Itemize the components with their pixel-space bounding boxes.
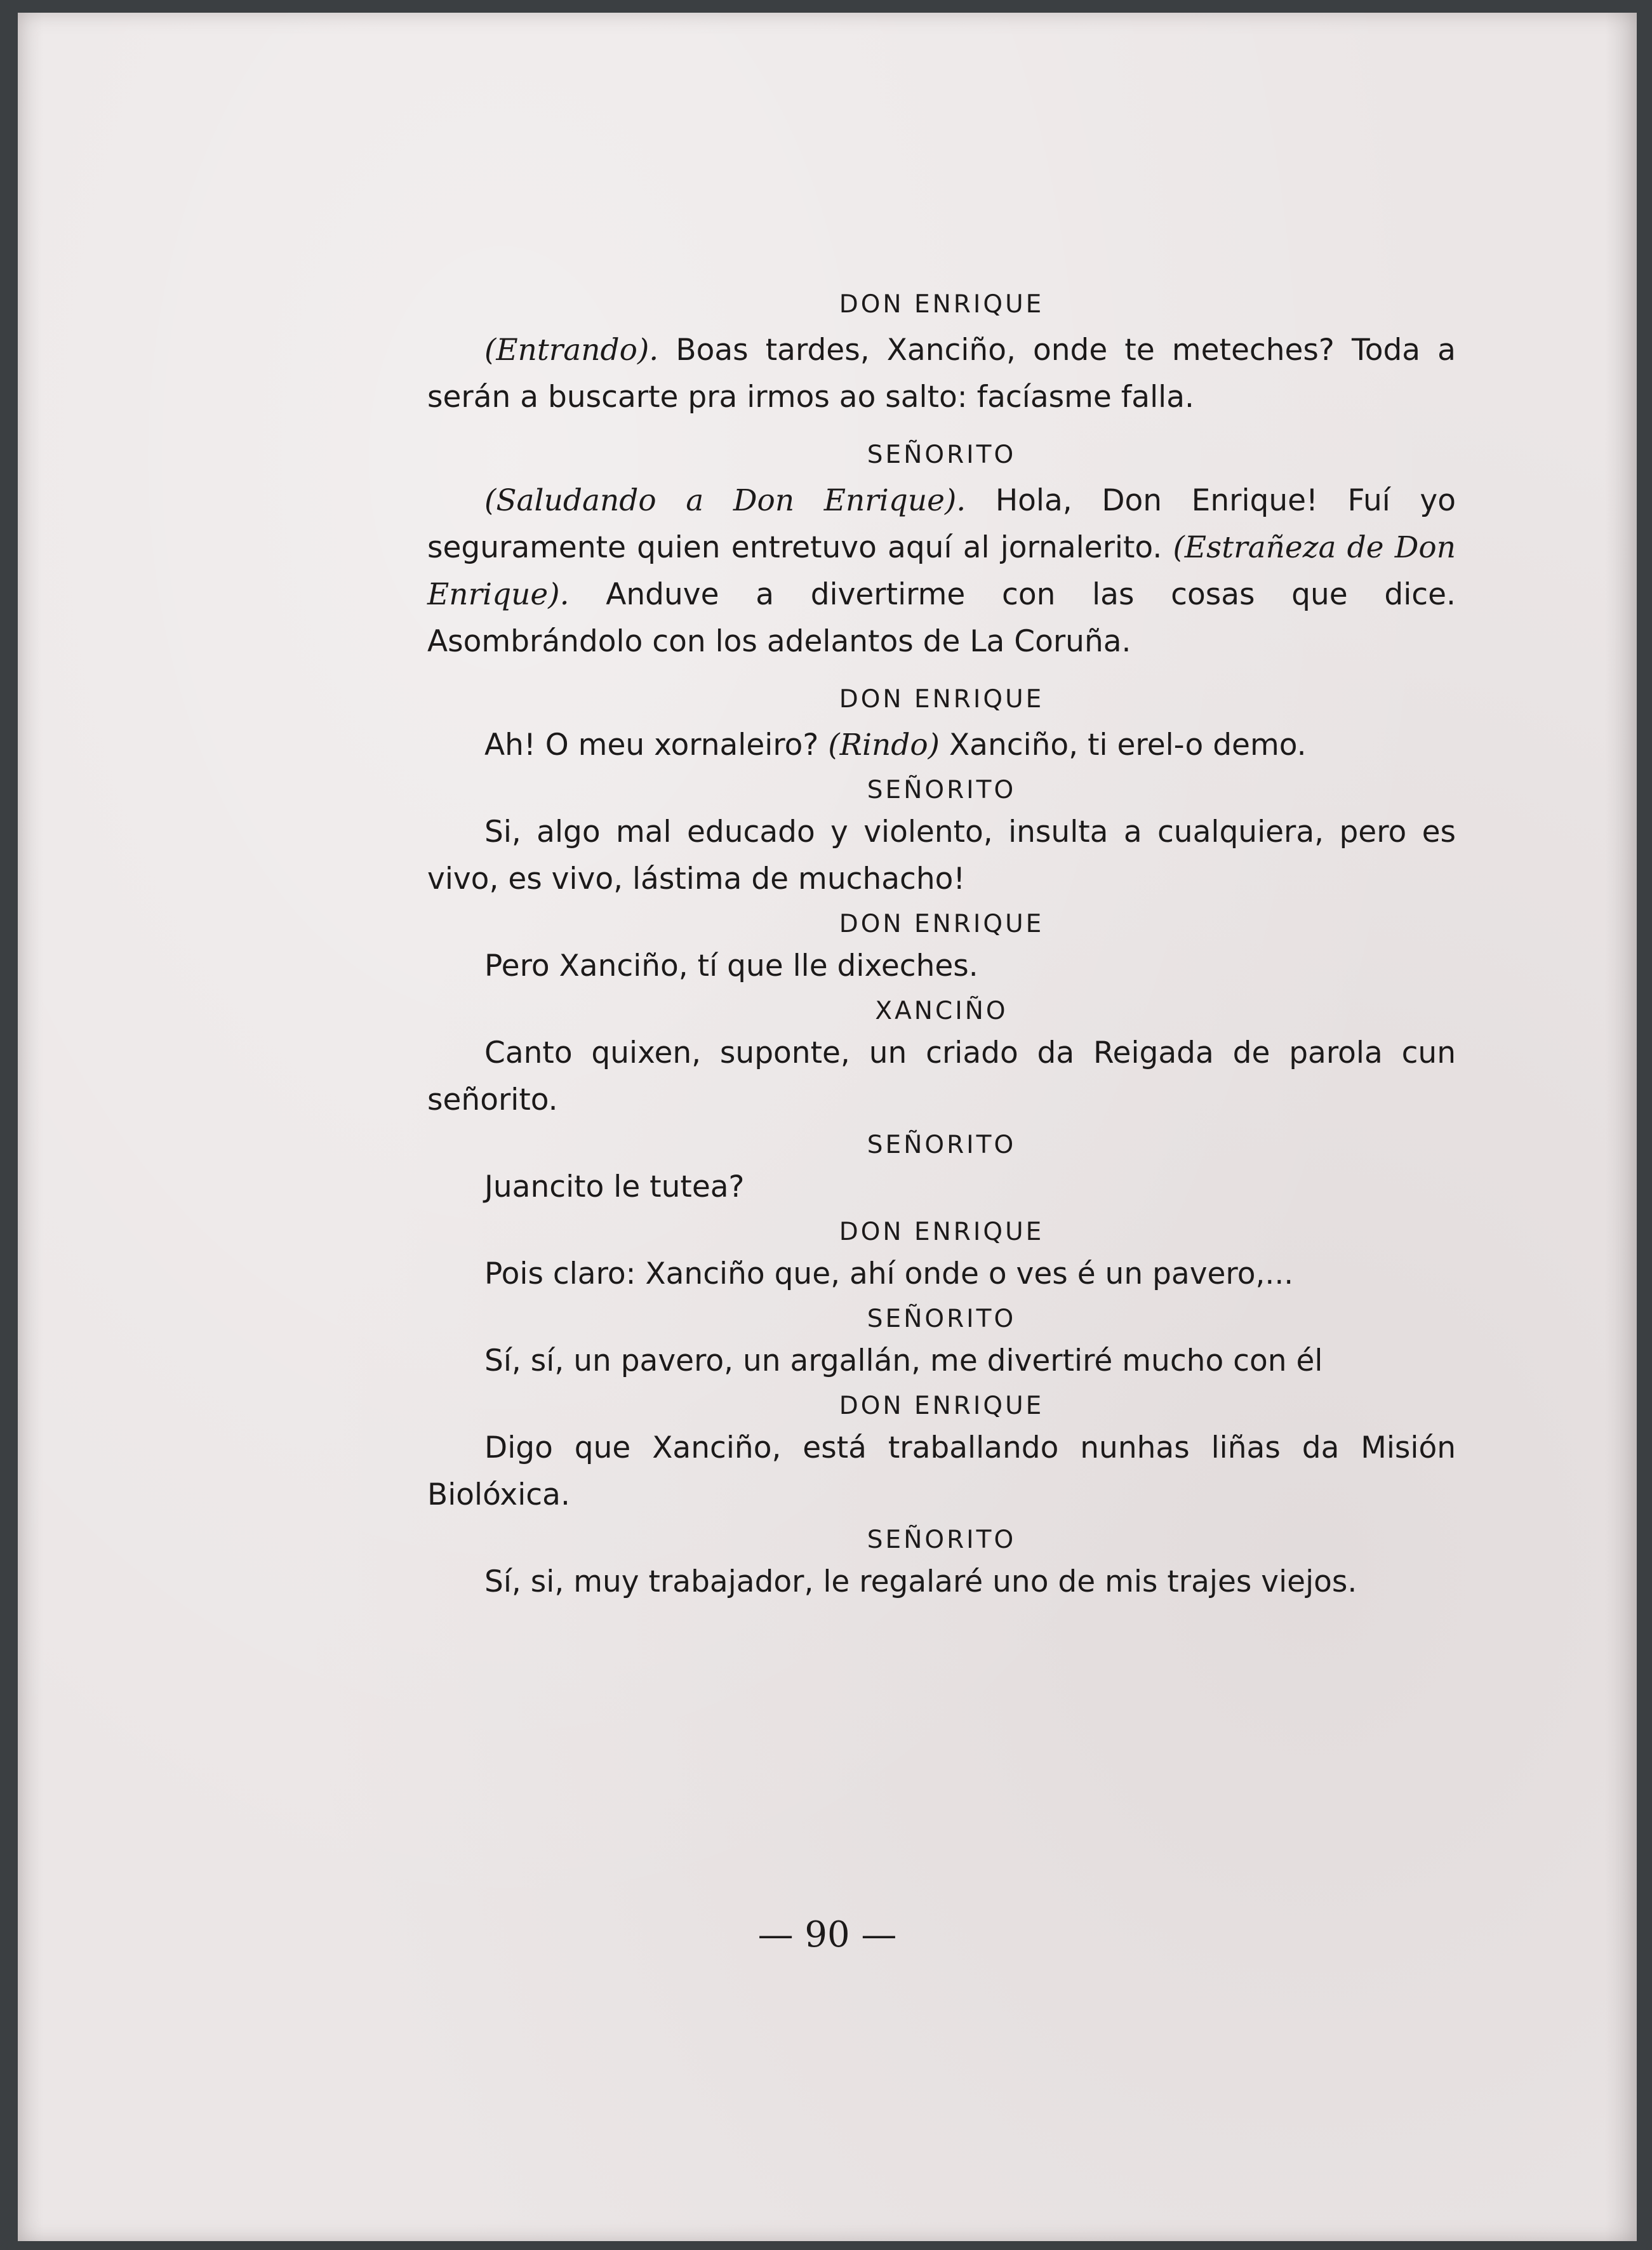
speaker-heading: SEÑORITO: [867, 1305, 1016, 1333]
speech-paragraph: [427, 1425, 1456, 1519]
speech-text: Canto quixen, suponte, un criado da Reigada de parola cun señorito.: [427, 1035, 1456, 1117]
speech-paragraph: [427, 1559, 1456, 1606]
speech-text: Sí, sí, un pavero, un argallán, me divertiré mucho con él: [484, 1343, 1323, 1378]
speaker-heading: SEÑORITO: [867, 1131, 1016, 1159]
page-number: — 90 —: [757, 1914, 897, 1955]
speech-paragraph: [427, 1164, 1456, 1211]
speech-text: Pois claro: Xanciño que, ahí onde o ves é un pavero,...: [484, 1256, 1294, 1291]
speaker-heading: DON ENRIQUE: [839, 1218, 1044, 1246]
speech-text: Xanciño, ti erel-o demo.: [940, 728, 1307, 762]
speech-text: Juancito le tutea?: [484, 1169, 745, 1204]
speaker-heading: SEÑORITO: [867, 441, 1016, 469]
speech-paragraph: [427, 1338, 1456, 1385]
speaker-heading: XANCIÑO: [875, 997, 1008, 1025]
stage-direction: (Rindo): [828, 728, 940, 762]
speech-text: Digo que Xanciño, está traballando nunhas liñas da Misión Biolóxica.: [427, 1430, 1456, 1512]
speech-text: Anduve a divertirme con las cosas que dice. Asombrándolo con los adelantos de La Coruña.: [427, 577, 1456, 659]
speech-text: Si, algo mal educado y violento, insulta a cualquiera, pero es vivo, es vivo, lástima de muchacho!: [427, 815, 1456, 896]
dialogue-text-block: [427, 292, 1456, 1606]
speaker-heading: SEÑORITO: [867, 776, 1016, 804]
speech-paragraph: [427, 1251, 1456, 1298]
speaker-heading: SEÑORITO: [867, 1526, 1016, 1554]
stage-direction: (Saludando a Don Enrique).: [484, 483, 966, 518]
speech-text: Hola, Don Enrique! Fuí yo seguramente quien entretuvo aquí al jornalerito.: [427, 483, 1456, 565]
speaker-heading: DON ENRIQUE: [839, 685, 1044, 714]
speech-paragraph: [427, 1030, 1456, 1124]
speech-text: Boas tardes, Xanciño, onde te meteches? Toda a serán a buscarte pra irmos ao salto: facíasme falla.: [427, 333, 1456, 415]
stage-direction: (Entrando).: [484, 333, 659, 368]
speaker-heading: DON ENRIQUE: [839, 290, 1044, 319]
speech-text: Pero Xanciño, tí que lle dixeches.: [484, 949, 978, 983]
speech-text: Ah! O meu xornaleiro?: [484, 728, 829, 762]
speaker-heading: DON ENRIQUE: [839, 910, 1044, 938]
stage-direction: (Estrañeza de Don Enrique).: [427, 530, 1456, 612]
speaker-heading: DON ENRIQUE: [839, 1392, 1044, 1420]
speech-paragraph: [427, 809, 1456, 903]
speech-paragraph: [427, 327, 1456, 421]
speech-paragraph: [427, 477, 1456, 665]
speech-paragraph: [427, 943, 1456, 990]
speech-paragraph: [427, 722, 1456, 769]
book-page: [18, 13, 1637, 2241]
speech-text: Sí, si, muy trabajador, le regalaré uno de mis trajes viejos.: [484, 1564, 1357, 1599]
